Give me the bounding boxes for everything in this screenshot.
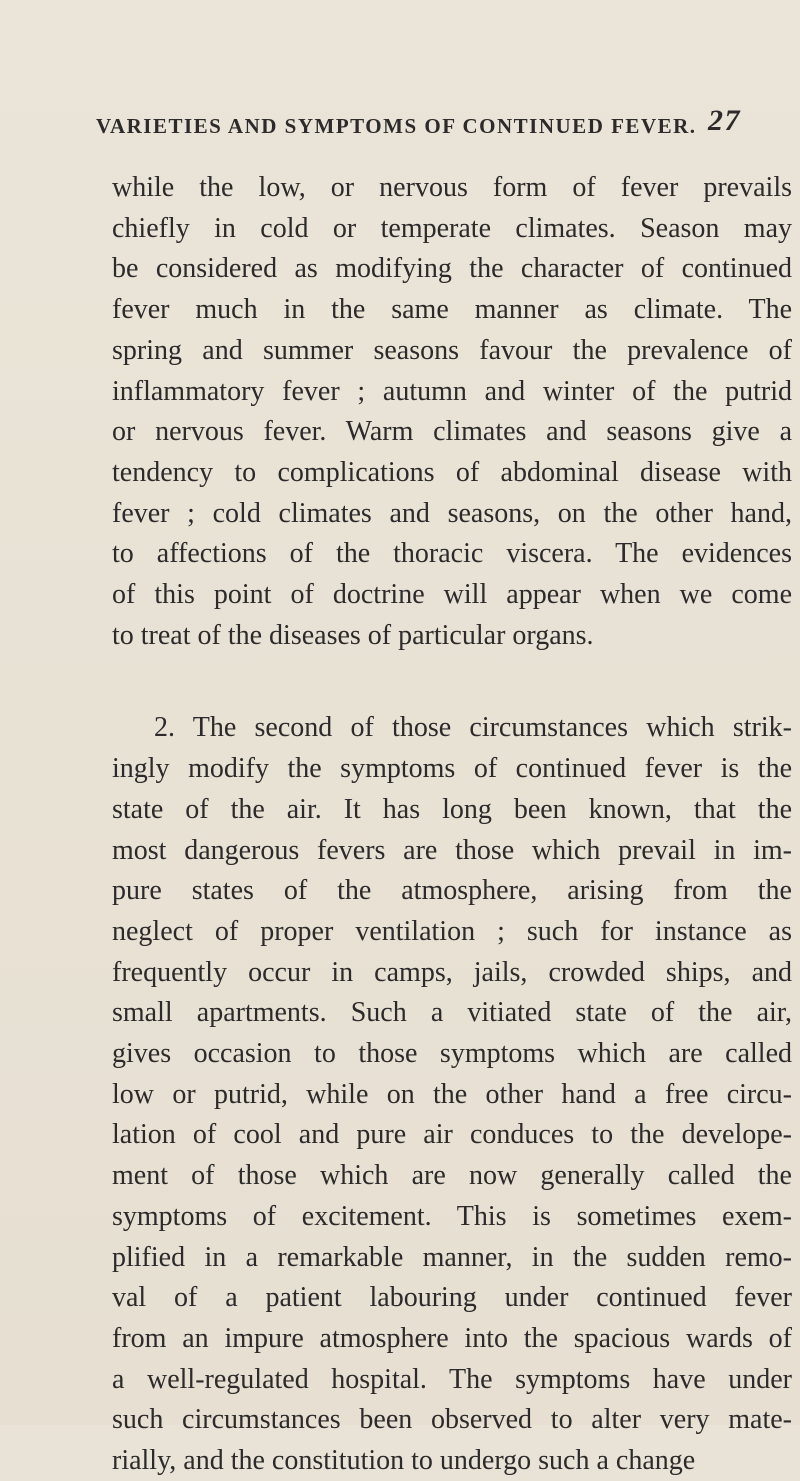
text-line: to affections of the thoracic viscera. The evidences xyxy=(112,538,792,570)
text-line: of this point of doctrine will appear when we come xyxy=(112,579,792,610)
text-line: pure states of the atmosphere, arising from the xyxy=(112,875,792,907)
text-line: spring and summer seasons favour the prevalence of xyxy=(112,334,792,366)
text-line: fever much in the same manner as climate. The xyxy=(112,294,792,326)
text-line: from an impure atmosphere into the spacious wards of xyxy=(112,1322,792,1354)
text-line: to treat of the diseases of particular organs. xyxy=(112,619,594,651)
text-line: small apartments. Such a vitiated state of the air, xyxy=(112,997,792,1029)
text-line: frequently occur in camps, jails, crowded ships, and xyxy=(112,956,792,988)
text-line: chiefly in cold or temperate climates. Season may xyxy=(112,212,792,244)
text-line: plified in a remarkable manner, in the sudden remo- xyxy=(112,1241,792,1273)
text-line: ment of those which are now generally called the xyxy=(112,1160,792,1192)
text-line: tendency to complications of abdominal disease with xyxy=(112,456,792,488)
text-line: val of a patient labouring under continued fever xyxy=(112,1282,792,1314)
text-line: most dangerous fevers are those which prevail in im- xyxy=(112,834,792,866)
text-line: or nervous fever. Warm climates and seasons give a xyxy=(112,416,792,448)
text-line: rially, and the constitution to undergo such a change xyxy=(112,1445,696,1476)
text-line: while the low, or nervous form of fever prevails xyxy=(112,172,792,203)
running-title: VARIETIES AND SYMPTOMS OF CONTINUED FEVER. xyxy=(96,114,697,138)
page-number: 27 xyxy=(708,104,741,137)
text-line: inflammatory fever ; autumn and winter of the putrid xyxy=(112,375,792,407)
text-line: a well-regulated hospital. The symptoms have under xyxy=(112,1363,792,1395)
text-line: lation of cool and pure air conduces to the develope- xyxy=(112,1119,792,1151)
text-line: state of the air. It has long been known, that the xyxy=(112,793,792,825)
text-line: symptoms of excitement. This is sometimes exem- xyxy=(112,1200,792,1232)
text-line: low or putrid, while on the other hand a free circu- xyxy=(112,1078,792,1110)
text-line: ingly modify the symptoms of continued fever is the xyxy=(112,753,792,785)
text-line: neglect of proper ventilation ; such for instance as xyxy=(112,915,792,947)
text-line: such circumstances been observed to alter very mate- xyxy=(112,1404,792,1436)
text-line: be considered as modifying the character of continued xyxy=(112,253,792,285)
text-line: gives occasion to those symptoms which are called xyxy=(112,1038,792,1069)
text-line: 2. The second of those circumstances which strik- xyxy=(154,712,792,744)
running-header xyxy=(96,104,776,144)
text-line: fever ; cold climates and seasons, on the other hand, xyxy=(112,497,792,529)
